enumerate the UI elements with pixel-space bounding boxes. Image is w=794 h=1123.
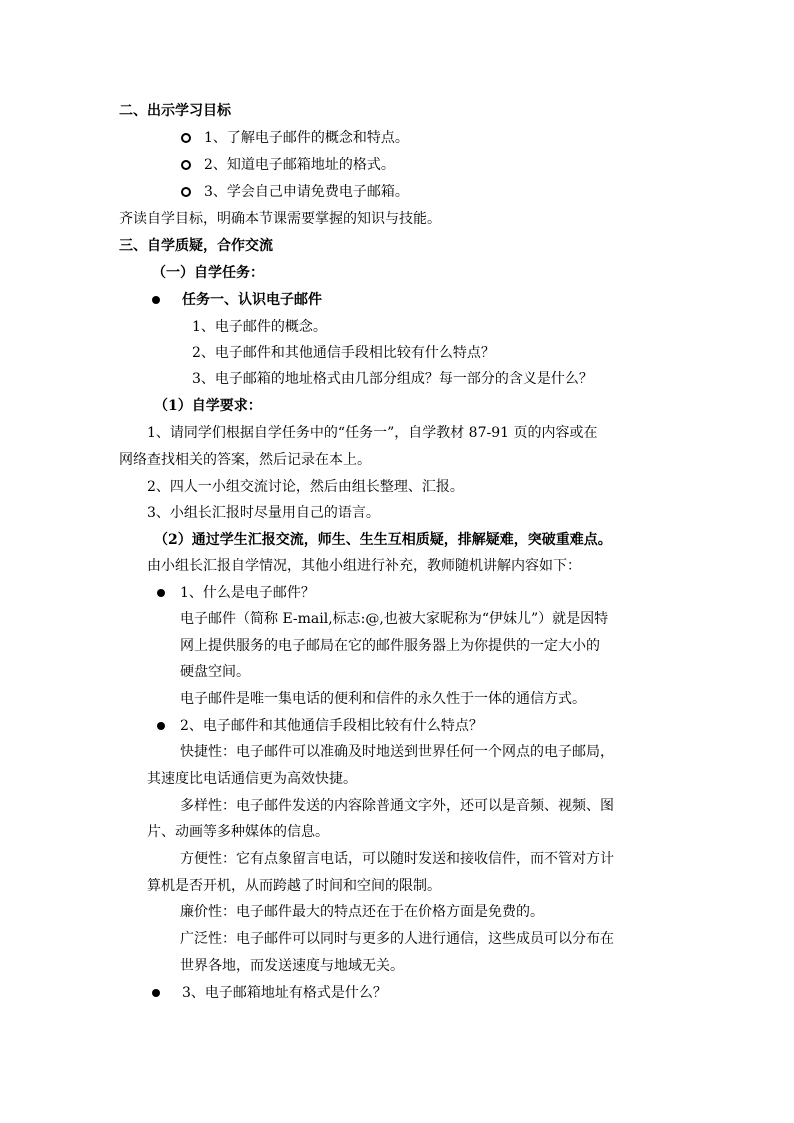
requirement-3: 3、小组长汇报时尽量用自己的语言。 [147,505,380,521]
subsection-self-study-tasks: （一）自学任务： [152,265,264,281]
question-3: 3、电子邮箱地址有格式是什么？ [182,985,387,1001]
q1-answer-line2: 网上提供服务的电子邮局在它的邮件服务器上为你提供的一定大小的 [180,638,600,654]
task1-item-1: 1、电子邮件的概念。 [192,319,327,335]
feature-cheap: 廉价性：电子邮件最大的特点还在于在价格方面是免费的。 [180,904,544,920]
solid-bullet-icon [157,722,165,730]
requirement-1-line2: 网络查找相关的答案，然后记录在本上。 [119,452,371,468]
goals-note: 齐读自学目标，明确本节课需要掌握的知识与技能。 [119,211,441,227]
part2-intro: 由小组长汇报自学情况，其他小组进行补充，教师随机讲解内容如下： [147,558,581,574]
requirements-title: （1）自学要求： [154,398,262,414]
q1-answer-summary: 电子邮件是唯一集电话的便利和信件的永久性于一体的通信方式。 [180,691,586,707]
feature-fast-line1: 快捷性：电子邮件可以准确及时地送到世界任何一个网点的电子邮局， [180,744,614,760]
section2-heading: 二、出示学习目标 [119,103,231,119]
hollow-bullet-icon [181,133,191,143]
feature-convenience-line1: 方便性：它有点象留言电话，可以随时发送和接收信件，而不管对方计 [180,851,614,867]
hollow-bullet-icon [181,187,191,197]
feature-wide-line2: 世界各地，而发送速度与地域无关。 [180,958,404,974]
requirement-2: 2、四人一小组交流讨论，然后由组长整理、汇报。 [147,479,464,495]
task1-item-3: 3、电子邮箱的地址格式由几部分组成？每一部分的含义是什么？ [192,371,593,387]
task1-item-2: 2、电子邮件和其他通信手段相比较有什么特点？ [192,345,495,361]
feature-variety-line1: 多样性：电子邮件发送的内容除普通文字外，还可以是音频、视频、图 [180,798,614,814]
hollow-bullet-icon [181,160,191,170]
feature-wide-line1: 广泛性：电子邮件可以同时与更多的人进行通信，这些成员可以分布在 [180,931,614,947]
feature-fast-line2: 其速度比电话通信更为高效快捷。 [147,771,357,787]
solid-bullet-icon [157,589,165,597]
goal-item-2: 2、知道电子邮箱地址的格式。 [204,157,395,173]
requirement-1-line1: 1、请同学们根据自学任务中的“任务一”，自学教材 87-91 页的内容或在 [147,425,598,441]
question-2: 2、电子邮件和其他通信手段相比较有什么特点？ [180,718,483,734]
part2-title: （2）通过学生汇报交流，师生、生生互相质疑，排解疑难，突破重难点。 [154,532,612,548]
goal-item-3: 3、学会自己申请免费电子邮箱。 [204,184,409,200]
section3-heading: 三、自学质疑，合作交流 [119,238,273,254]
q1-answer-line1: 电子邮件（简称 E-mail,标志:@,也被大家昵称为“伊妹儿”）就是因特 [180,611,609,627]
feature-variety-line2: 片、动画等多种媒体的信息。 [147,824,329,840]
goal-item-1: 1、了解电子邮件的概念和特点。 [204,130,409,146]
question-1: 1、什么是电子邮件？ [180,585,315,601]
q1-answer-line3: 硬盘空间。 [180,664,250,680]
feature-convenience-line2: 算机是否开机，从而跨越了时间和空间的限制。 [147,878,441,894]
task1-title: 任务一、认识电子邮件 [182,292,322,308]
solid-bullet-icon [152,296,160,304]
solid-bullet-icon [152,989,160,997]
